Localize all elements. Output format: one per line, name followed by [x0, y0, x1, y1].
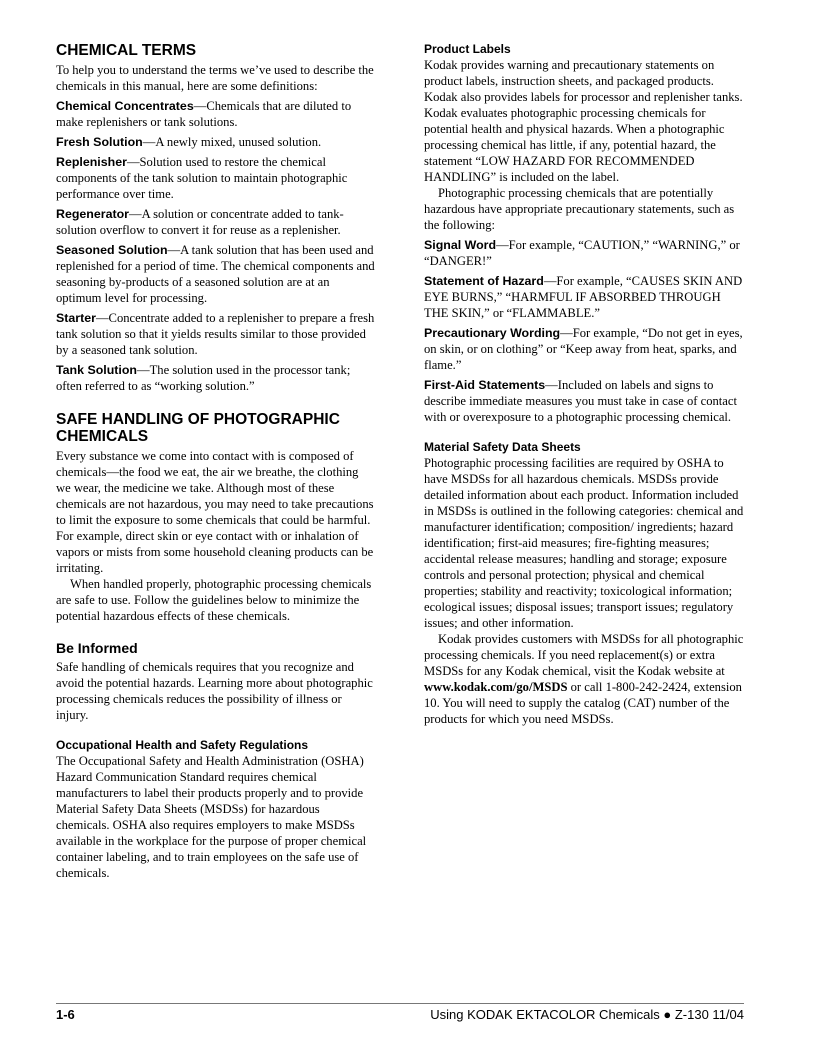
safe-handling-heading: SAFE HANDLING OF PHOTOGRAPHIC CHEMICALS	[56, 411, 340, 445]
label-statement-item	[424, 325, 744, 373]
definition-term: Replenisher	[56, 155, 127, 169]
definition-text: —Concentrate added to a replenisher to prepare a fresh tank solution so that it yields results similar to those provided by a seasoned tank solution.	[56, 311, 375, 357]
definition-text: —A tank solution that has been used and replenished for a period of time. The chemical components and seasoning by-products of a seasoned solution are at an optimum level for processing.	[56, 243, 375, 305]
msds-paragraph	[424, 631, 744, 727]
definition-text: —Solution used to restore the chemical components of the tank solution to maintain photographic performance over time.	[56, 155, 348, 201]
product-labels-paragraph: Kodak provides warning and precautionary statements on product labels, instruction sheets, and packaged products. Kodak also provides labels for processor and replenisher tanks. Kodak evaluates photographic processing chemicals for potential health and physical hazards. When a photographic processing chemical has little, if any, potential hazard, the statement “LOW HAZARD FOR RECOMMENDED HANDLING” is included on the label.	[424, 58, 743, 184]
left-column	[56, 42, 376, 881]
page-number: 1-6	[56, 1007, 75, 1022]
definition-text: —A solution or concentrate added to tank-solution overflow to convert it for reuse as a replenisher.	[56, 207, 344, 237]
label-statement-term: Statement of Hazard	[424, 274, 544, 288]
footer-doc-title: Using KODAK EKTACOLOR Chemicals	[430, 1007, 660, 1022]
msds-paragraph: Photographic processing facilities are required by OSHA to have MSDSs for all hazardous chemicals. MSDSs provide detailed information about each product. Information included in MSDSs is outlined in the following categories: chemical and manufacturer identification; composition/ ingredients; hazard identification; first-aid measures; fire-fighting measures; accidental release measures; handling and storage; exposure controls and personal protection; physical and chemical properties; stability and reactivity; toxicological information; ecological issues; disposal issues; transport issues; regulatory issues; and other information.	[424, 456, 744, 630]
label-statement-text: —For example, “CAUTION,” “WARNING,” or “DANGER!”	[424, 238, 740, 268]
definition-item	[56, 154, 376, 202]
definition-term: Seasoned Solution	[56, 243, 168, 257]
definition-item	[56, 206, 376, 238]
right-column	[424, 42, 744, 727]
definition-term: Chemical Concentrates	[56, 99, 194, 113]
msds-heading: Material Safety Data Sheets	[424, 440, 581, 454]
chemical-terms-intro: To help you to understand the terms we’ve used to describe the chemicals in this manual, here are some definitions:	[56, 63, 374, 93]
msds-text: or call 1-800-242-2424, extension 10. You will need to supply the catalog (CAT) number of the products for which you need MSDSs.	[424, 680, 742, 726]
definition-term: Starter	[56, 311, 96, 325]
definition-item	[56, 310, 376, 358]
label-statement-text: —Included on labels and signs to describe immediate measures you must take in case of contact with or overexposure to a photographic processing chemical.	[424, 378, 737, 424]
safe-handling-paragraph: When handled properly, photographic processing chemicals are safe to use. Follow the guidelines below to minimize the potential hazardous effects of these chemicals.	[56, 577, 372, 623]
label-statement-text: —For example, “CAUSES SKIN AND EYE BURNS,” “HARMFUL IF ABSORBED THROUGH THE SKIN,” or “FLAMMABLE.”	[424, 274, 743, 320]
definition-item	[56, 134, 376, 150]
label-statement-item	[424, 237, 744, 269]
msds-website-link[interactable]: www.kodak.com/go/MSDS	[424, 680, 568, 694]
osha-heading: Occupational Health and Safety Regulations	[56, 738, 309, 752]
label-statement-item	[424, 273, 744, 321]
definition-term: Fresh Solution	[56, 135, 143, 149]
product-labels-paragraph: Photographic processing chemicals that are potentially hazardous have appropriate precautionary statements, such as the following:	[424, 186, 735, 232]
chemical-terms-heading: CHEMICAL TERMS	[56, 42, 197, 59]
safe-handling-paragraph: Every substance we come into contact with is composed of chemicals—the food we eat, the air we breathe, the clothing we wear, the medicine we take. Although most of these chemicals are not hazardous, you may need to take precautions to limit the exposure to some chemicals that could be harmful. For example, direct skin or eye contact with or inhalation of vapors or mists from some household cleaning products can be irritating.	[56, 449, 374, 575]
msds-text: Kodak provides customers with MSDSs for all photographic processing chemicals. If you need replacement(s) or extra MSDSs for any Kodak chemical, visit the Kodak website at	[424, 632, 744, 678]
label-statement-term: First-Aid Statements	[424, 378, 546, 392]
product-labels-heading: Product Labels	[424, 42, 511, 56]
definition-text: —Chemicals that are diluted to make replenishers or tank solutions.	[56, 99, 352, 129]
definition-item	[56, 242, 376, 306]
label-statement-term: Precautionary Wording	[424, 326, 561, 340]
definition-text: —A newly mixed, unused solution.	[142, 135, 322, 149]
be-informed-paragraph: Safe handling of chemicals requires that you recognize and avoid the potential hazards. Learning more about photographic processing chemicals reduces the possibility of illness or injury.	[56, 660, 373, 722]
definition-text: —The solution used in the processor tank; often referred to as “working solution.”	[56, 363, 351, 393]
bullet-icon: ●	[663, 1007, 672, 1022]
footer-doc-info	[430, 1007, 744, 1022]
footer-divider	[56, 1003, 744, 1004]
definition-term: Tank Solution	[56, 363, 137, 377]
osha-paragraph: The Occupational Safety and Health Administration (OSHA) Hazard Communication Standard requires chemical manufacturers to label their products properly and to provide Material Safety Data Sheets (MSDSs) for hazardous chemicals. OSHA also requires employers to make MSDSs available in the workplace for the purpose of proper chemical container labeling, and to train employees on the safe use of chemicals.	[56, 754, 367, 880]
definition-item	[56, 362, 376, 394]
footer-doc-code: Z-130 11/04	[674, 1007, 744, 1022]
be-informed-heading: Be Informed	[56, 640, 138, 656]
label-statement-text: —For example, “Do not get in eyes, on skin, or on clothing” or “Keep away from heat, sparks, and flame.”	[424, 326, 743, 372]
label-statement-item	[424, 377, 744, 425]
definition-item	[56, 98, 376, 130]
definition-term: Regenerator	[56, 207, 129, 221]
label-statement-term: Signal Word	[424, 238, 497, 252]
